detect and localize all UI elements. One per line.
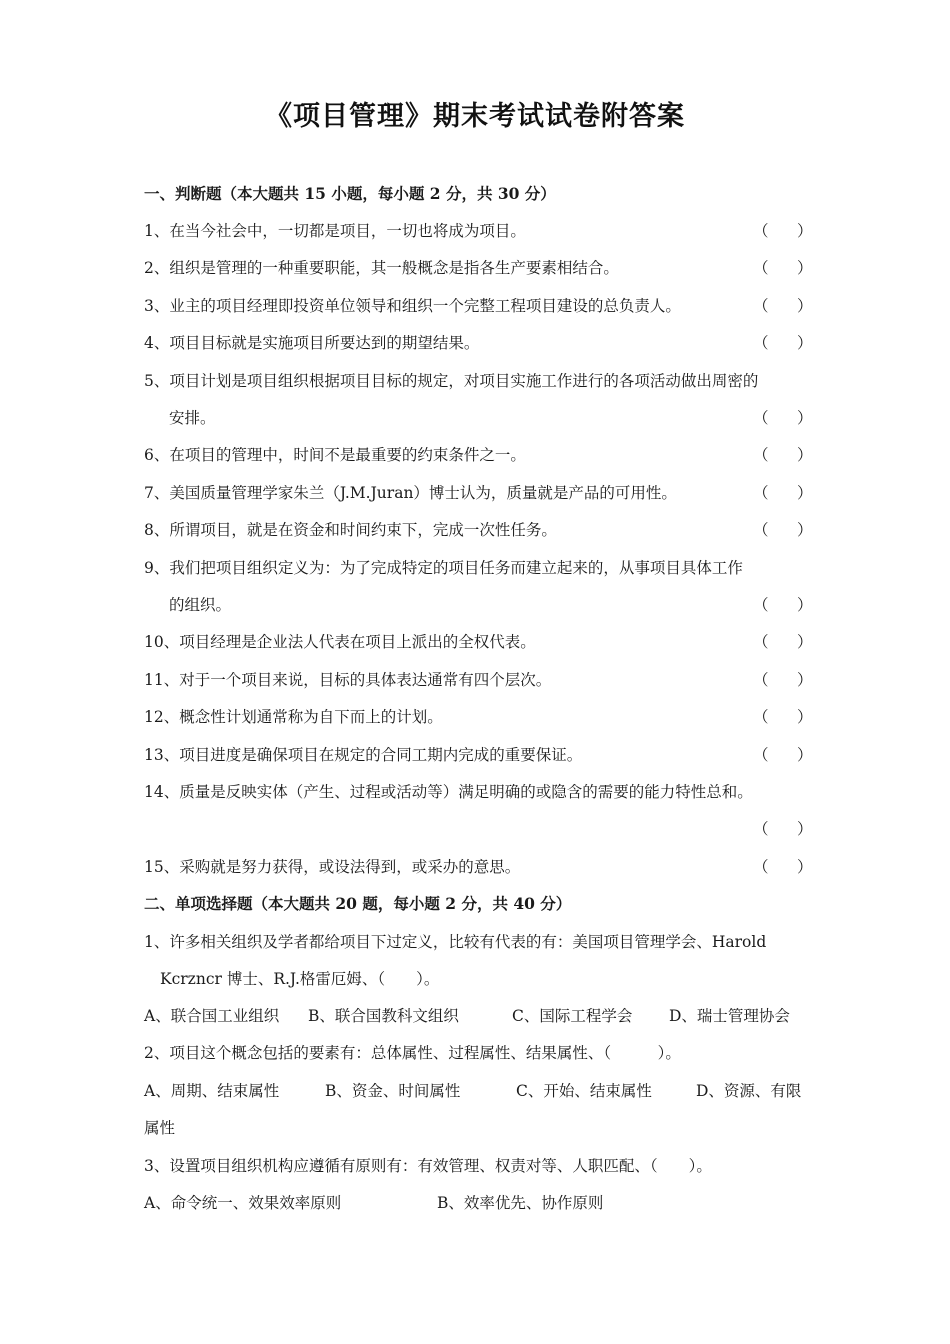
tf-question-4: 4、项目目标就是实施项目所要达到的期望结果。 bbox=[144, 334, 480, 352]
tf-question-6: 6、在项目的管理中，时间不是最重要的约束条件之一。 bbox=[144, 446, 526, 464]
mc-q2-option-d-wrap: 属性 bbox=[144, 1119, 176, 1137]
section-1-heading: 一、判断题（本大题共 15 小题，每小题 2 分，共 30 分） bbox=[144, 184, 556, 203]
mc-question-1: 1、许多相关组织及学者都给项目下过定义，比较有代表的有：美国项目管理学会、Harold bbox=[144, 933, 767, 951]
mc-q2-option-a: A、周期、结束属性 bbox=[144, 1082, 280, 1100]
tf-question-13: 13、项目进度是确保项目在规定的合同工期内完成的重要保证。 bbox=[144, 746, 583, 764]
tf-question-9: 9、我们把项目组织定义为：为了完成特定的项目任务而建立起来的，从事项目具体工作 bbox=[144, 559, 743, 577]
page-title: 《项目管理》期末考试试卷附答案 bbox=[265, 101, 685, 132]
tf-question-3: 3、业主的项目经理即投资单位领导和组织一个完整工程项目建设的总负责人。 bbox=[144, 297, 681, 315]
mc-q1-option-a: A、联合国工业组织 bbox=[144, 1007, 280, 1025]
tf-question-1: 1、在当今社会中，一切都是项目，一切也将成为项目。 bbox=[144, 222, 526, 240]
mc-q1-option-c: C、国际工程学会 bbox=[512, 1007, 633, 1025]
mc-q3-option-b: B、效率优先、协作原则 bbox=[437, 1194, 604, 1212]
mc-q1-option-b: B、联合国教科文组织 bbox=[308, 1007, 459, 1025]
mc-q2-option-b: B、资金、时间属性 bbox=[325, 1082, 461, 1100]
mc-q3-option-a: A、命令统一、效果效率原则 bbox=[144, 1194, 342, 1212]
tf-question-12: 12、概念性计划通常称为自下而上的计划。 bbox=[144, 708, 443, 726]
tf-question-2: 2、组织是管理的一种重要职能，其一般概念是指各生产要素相结合。 bbox=[144, 259, 619, 277]
tf-question-10: 10、项目经理是企业法人代表在项目上派出的全权代表。 bbox=[144, 633, 536, 651]
mc-q2-option-d: D、资源、有限 bbox=[696, 1082, 802, 1100]
exam-page: 《项目管理》期末考试试卷附答案 一、判断题（本大题共 15 小题，每小题 2 分，共 30 分） 1、在当今社会中，一切都是项目，一切也将成为项目。 （ ） 2、组织是管理的一种重要职能，其一般概念是指各生产要素相结合。 （ ） 3、业主的项目经理即投资单位领导和组织一个完整工程项目建设的总负责人。 （ ） 4、项目目标就是实施项目所要达到的期望结果。 （ ） 5、项目计划是项目组织根据项目目标的规定，对项目实施工作进行的各项活动做出周密的 安排。 （ ） 6、在项目的管理中，时间不是最重要的约束条件之一。 （ ） 7、美国质量管理学家朱兰（J.M.Juran）博士认为，质量就是产品的可用性。 （ ） 8、所谓项目，就是在资金和时间约束下，完成一次性任务。 （ ） 9、我们把项目组织定义为：为了完成特定的项目任务而建立起来的，从事项目具体工作 的组织。 （ ） 10、项目经理是企业法人代表在项目上派出的全权代表。 （ ） 11、对于一个项目来说，目标的具体表达通常有四个层次。 （ ） 12、概念性计划通常称为自下而上的计划。 （ ） 13、项目进度是确保项目在规定的合同工期内完成的重要保证。 （ ） 14、质量是反映实体（产生、过程或活动等）满足明确的或隐含的需要的能力特性总和。 （ ） 15、采购就是努力获得，或设法得到，或采办的意思。 （ ） 二、单项选择题（本大题共 20 题，每小题 2 分，共 40 分） 1、许多相关组织及学者都给项目下过定义，比较有代表的有：美国项目管理学会、Harold Kcrzncr 博士、R.J.格雷厄姆、（ ）。 A、联合国工业组织 B、联合国教科文组织 C、国际工程学会 D、瑞士管理协会 2、项目这个概念包括的要素有：总体属性、过程属性、结果属性、（ ）。 A、周期、结束属性 B、资金、时间属性 C、开始、结束属性 D、资源、有限 属性 3、设置项目组织机构应遵循有原则有：有效管理、权责对等、人职匹配、（ ）。 A、命令统一、效果效率原则 B、效率优先、协作原则 bbox=[0, 0, 950, 1344]
mc-question-3: 3、设置项目组织机构应遵循有原则有：有效管理、权责对等、人职匹配、（ ）。 bbox=[144, 1157, 712, 1175]
mc-question-1-cont: Kcrzncr 博士、R.J.格雷厄姆、（ ）。 bbox=[160, 970, 440, 988]
tf-question-5-cont: 安排。 bbox=[169, 409, 216, 427]
tf-question-7: 7、美国质量管理学家朱兰（J.M.Juran）博士认为，质量就是产品的可用性。 bbox=[144, 484, 677, 502]
tf-question-15: 15、采购就是努力获得，或设法得到，或采办的意思。 bbox=[144, 858, 521, 876]
tf-question-8: 8、所谓项目，就是在资金和时间约束下，完成一次性任务。 bbox=[144, 521, 557, 539]
tf-question-11: 11、对于一个项目来说，目标的具体表达通常有四个层次。 bbox=[144, 671, 552, 689]
tf-question-9-cont: 的组织。 bbox=[169, 596, 232, 614]
section-2-heading: 二、单项选择题（本大题共 20 题，每小题 2 分，共 40 分） bbox=[144, 894, 572, 913]
tf-question-14: 14、质量是反映实体（产生、过程或活动等）满足明确的或隐含的需要的能力特性总和。 bbox=[144, 783, 753, 801]
tf-question-5: 5、项目计划是项目组织根据项目目标的规定，对项目实施工作进行的各项活动做出周密的 bbox=[144, 372, 759, 390]
mc-question-2: 2、项目这个概念包括的要素有：总体属性、过程属性、结果属性、（ ）。 bbox=[144, 1044, 681, 1062]
mc-q2-option-c: C、开始、结束属性 bbox=[516, 1082, 652, 1100]
mc-q1-option-d: D、瑞士管理协会 bbox=[669, 1007, 790, 1025]
